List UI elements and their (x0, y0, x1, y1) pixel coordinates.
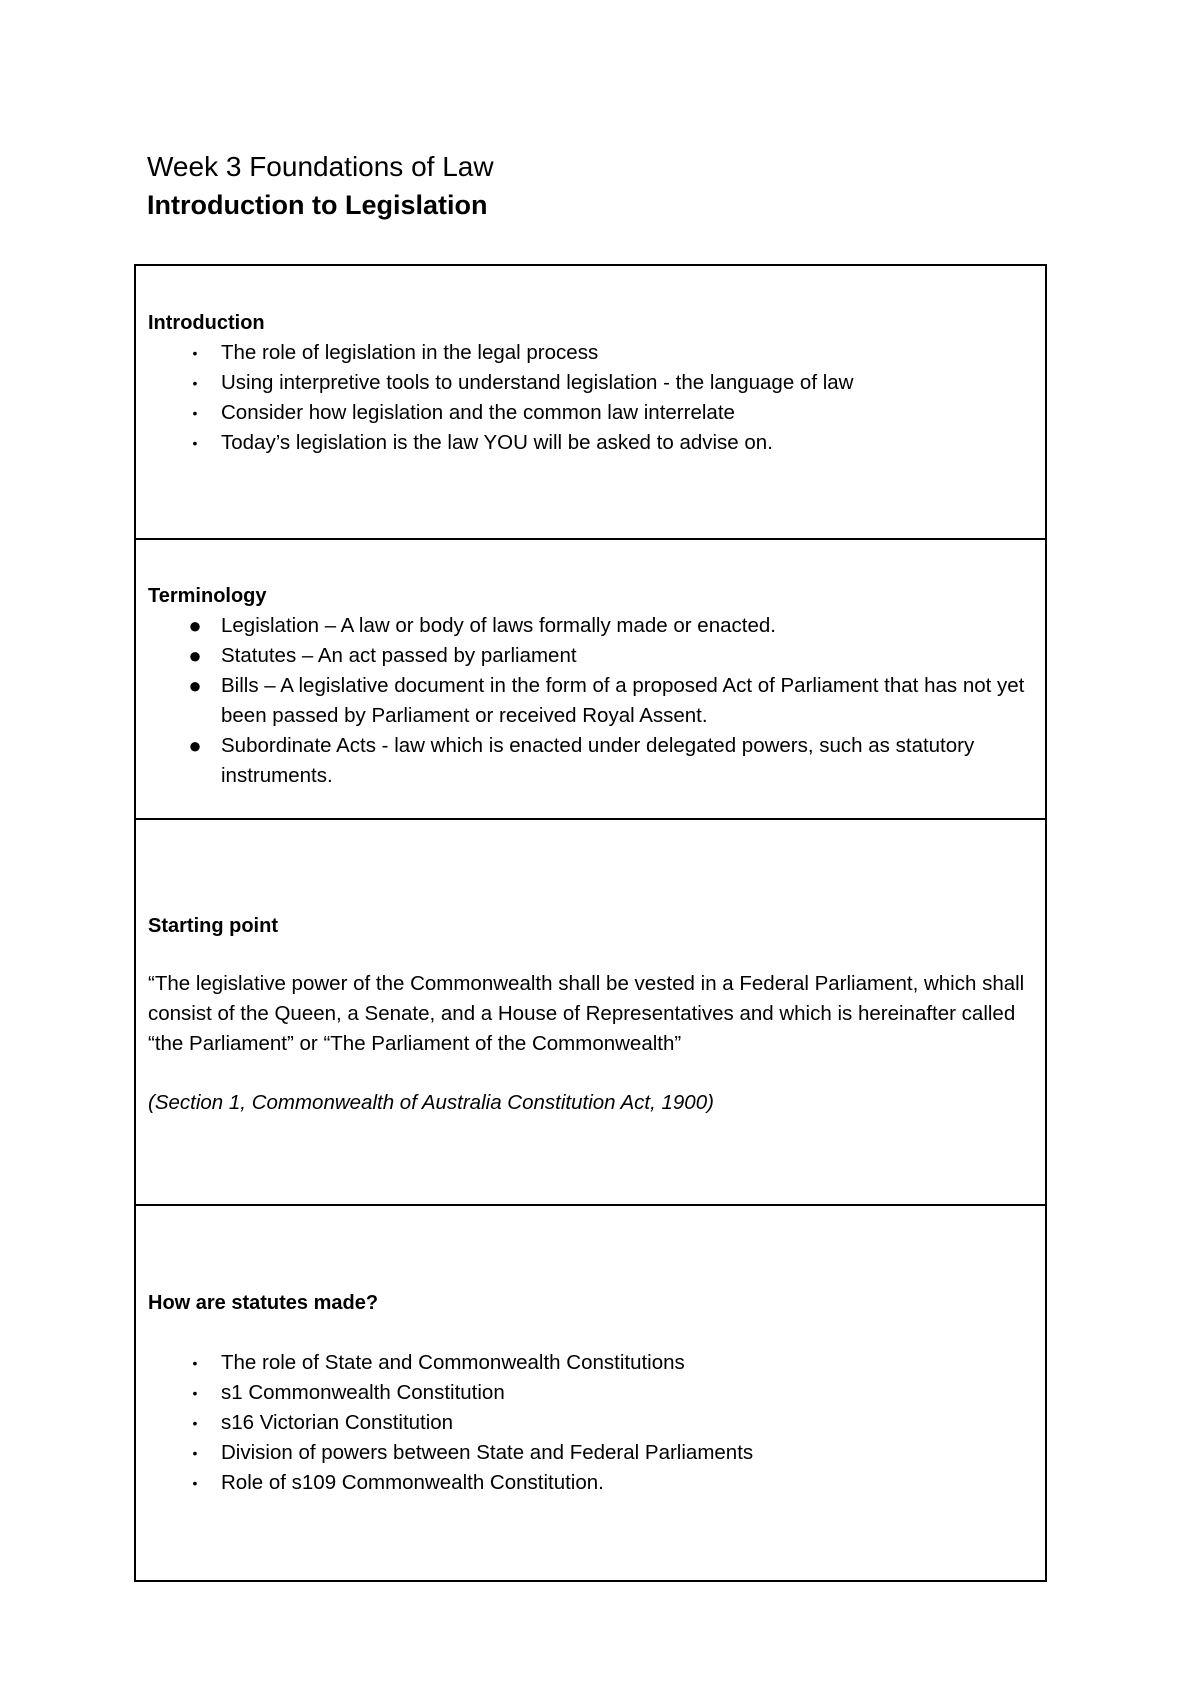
terminology-heading: Terminology (148, 585, 267, 607)
bullet-icon: • (192, 1475, 198, 1491)
bullet-icon: • (192, 345, 198, 361)
starting-point-heading: Starting point (148, 915, 278, 937)
quote-citation: (Section 1, Commonwealth of Australia Constitution Act, 1900) (148, 1091, 714, 1114)
bullet-icon: ● (188, 613, 202, 638)
list-item: ● Statutes – An act passed by parliament (148, 641, 1033, 671)
bullet-icon: • (192, 1385, 198, 1401)
document-header (147, 148, 494, 224)
list-item: • s1 Commonwealth Constitution (148, 1378, 1033, 1408)
bullet-icon: ● (188, 733, 202, 758)
bullet-icon: ● (188, 643, 202, 668)
introduction-section (136, 308, 1045, 538)
bullet-icon: • (192, 1445, 198, 1461)
terminology-section (136, 538, 1045, 818)
list-item: • Consider how legislation and the common law interrelate (148, 398, 1033, 428)
introduction-heading: Introduction (148, 312, 265, 334)
bullet-icon: • (192, 1355, 198, 1371)
list-item: ● Bills – A legislative document in the form of a proposed Act of Parliament that has not yet been passed by Parliament or received Royal Assent. (148, 671, 1033, 731)
introduction-list (148, 338, 1033, 458)
list-item: • Role of s109 Commonwealth Constitution. (148, 1468, 1033, 1498)
document-title: Week 3 Foundations of Law (147, 151, 494, 182)
list-item: • The role of legislation in the legal process (148, 338, 1033, 368)
document-subtitle: Introduction to Legislation (147, 190, 488, 220)
terminology-list (148, 611, 1033, 791)
bullet-icon: • (192, 405, 198, 421)
bullet-icon: • (192, 375, 198, 391)
list-item: • The role of State and Commonwealth Constitutions (148, 1348, 1033, 1378)
list-item: ● Legislation – A law or body of laws formally made or enacted. (148, 611, 1033, 641)
statutes-list (148, 1348, 1033, 1498)
list-item: • Division of powers between State and Federal Parliaments (148, 1438, 1033, 1468)
statutes-heading: How are statutes made? (148, 1292, 379, 1314)
list-item: • Today’s legislation is the law YOU will be asked to advise on. (148, 428, 1033, 458)
constitution-quote: “The legislative power of the Commonwealth shall be vested in a Federal Parliament, which shall consist of the Queen, a Senate, and a House of Representatives and which is hereinafter called “the Parliament” or “The Parliament of the Commonwealth” (148, 972, 1025, 1055)
bullet-icon: • (192, 1415, 198, 1431)
list-item: ● Subordinate Acts - law which is enacted under delegated powers, such as statutory instruments. (148, 731, 1033, 791)
starting-point-section (136, 818, 1045, 1204)
list-item: • s16 Victorian Constitution (148, 1408, 1033, 1438)
notes-table (134, 264, 1047, 1582)
list-item: • Using interpretive tools to understand legislation - the language of law (148, 368, 1033, 398)
bullet-icon: • (192, 435, 198, 451)
bullet-icon: ● (188, 673, 202, 698)
statutes-section (136, 1204, 1045, 1580)
